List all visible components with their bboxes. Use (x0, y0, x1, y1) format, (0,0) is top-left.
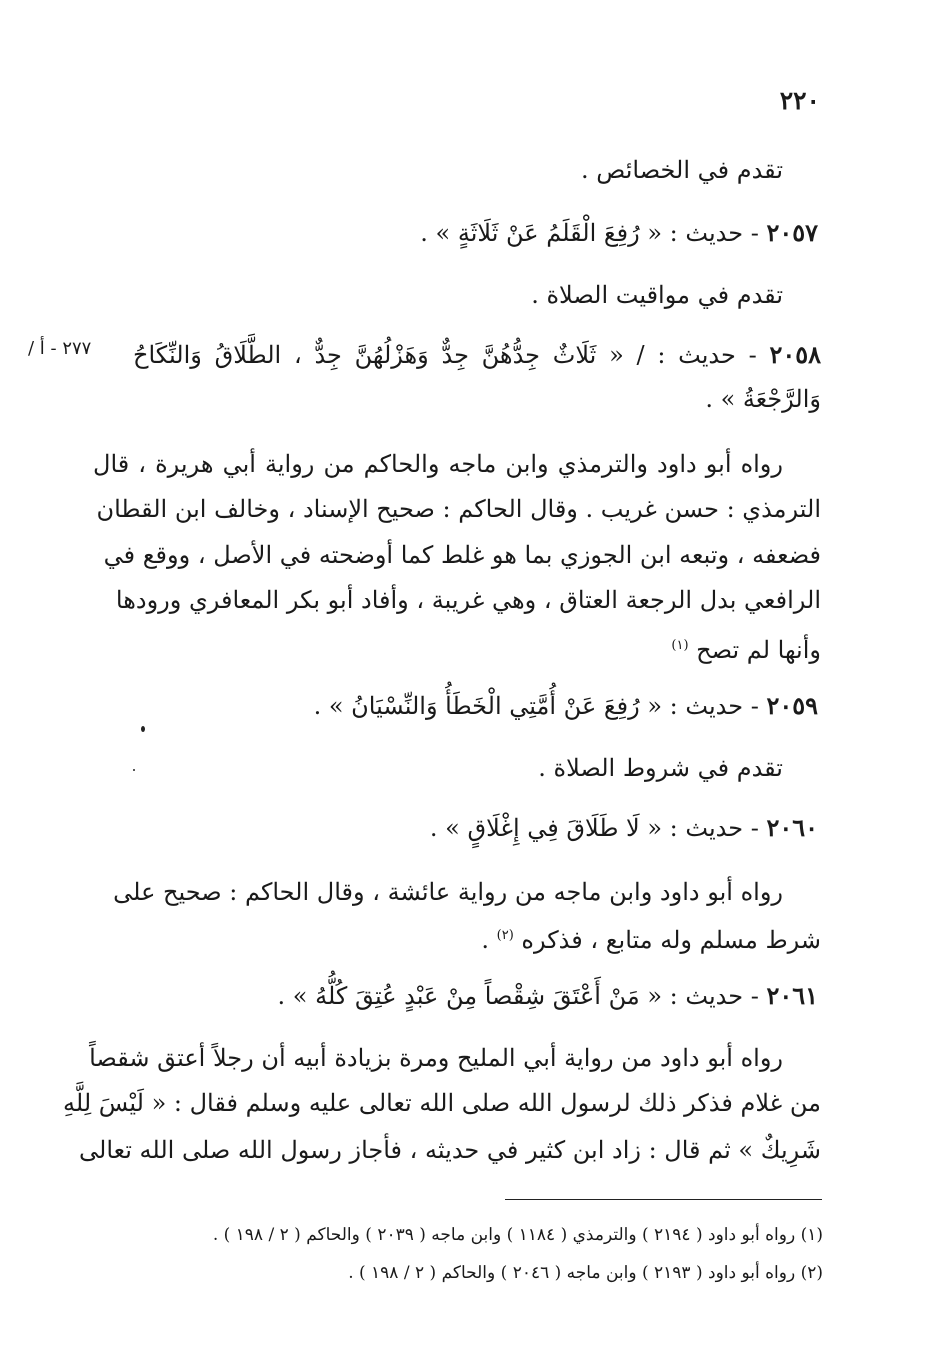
text-line (113, 874, 783, 910)
text-line (705, 381, 821, 417)
text-line (63, 1085, 821, 1121)
hadith-entry (420, 215, 818, 251)
hadith-text: - حديث : « لَا طَلَاقَ فِي إِغْلَاقٍ » . (429, 814, 767, 842)
line-text: وأنها لم تصح (696, 636, 821, 664)
line-text: وَالرَّجْعَةُ » . (705, 385, 821, 413)
line-text: رواه أبو داود من رواية أبي المليح ومرة بزيادة أبيه أن رجلاً أعتق شقصاً (89, 1044, 783, 1072)
hadith-number: ٢٠٥٩ (766, 691, 818, 720)
line-text: شرط مسلم وله متابع ، فذكره (521, 926, 821, 954)
hadith-text: - حديث : « رُفِعَ عَنْ أُمَّتِي الْخَطَأُ وَالنِّسْيَانُ » . (313, 692, 767, 720)
line-text: الترمذي : حسن غريب . وقال الحاكم : صحيح الإسناد ، وخالف ابن القطان (96, 495, 821, 523)
text-line (531, 277, 783, 313)
line-text: من غلام فذكر ذلك لرسول الله صلى الله تعالى عليه وسلم فقال : « لَيْسَ لِلَّهِ (63, 1089, 821, 1117)
hadith-entry (278, 978, 818, 1014)
line-text: تقدم في شروط الصلاة . (538, 754, 783, 782)
line-text: فضعفه ، وتبعه ابن الجوزي بما هو غلط كما أوضحته في الأصل ، ووقع في (103, 541, 821, 569)
footnote-2: (٢) رواه أبو داود ( ٢١٩٣ ) وابن ماجه ( ٢٠٤٦ ) والحاكم ( ٢ / ١٩٨ ) . (348, 1263, 823, 1283)
hadith-text: - حديث : « مَنْ أَعْتَقَ شِقْصاً مِنْ عَبْدٍ عُتِقَ كُلُّهُ » . (277, 982, 767, 1010)
text-line (481, 918, 821, 958)
hadith-text: - حديث : « رُفِعَ الْقَلَمُ عَنْ ثَلَاثَةٍ » . (420, 219, 767, 247)
footnote-ref: (١) (671, 638, 689, 653)
line-text: رواه أبو داود والترمذي وابن ماجه والحاكم من رواية أبي هريرة ، قال (93, 450, 783, 478)
text-line (581, 152, 783, 188)
text-line (89, 1040, 783, 1076)
text-line (103, 537, 821, 573)
text-line (96, 491, 821, 527)
hadith-entry (133, 337, 821, 373)
hadith-number: ٢٠٦١ (766, 981, 818, 1010)
footnote-1: (١) رواه أبو داود ( ٢١٩٤ ) والترمذي ( ١١٨٤ ) وابن ماجه ( ٢٠٣٩ ) والحاكم ( ٢ / ١٩٨ ) . (212, 1225, 823, 1245)
footnote-separator (505, 1199, 822, 1200)
line-text: تقدم في مواقيت الصلاة . (531, 281, 783, 309)
line-text: تقدم في الخصائص . (581, 156, 783, 184)
hadith-number: ٢٠٥٨ (769, 340, 821, 369)
line-text: رواه أبو داود وابن ماجه من رواية عائشة ، وقال الحاكم : صحيح على (113, 878, 783, 906)
text-line (538, 750, 783, 786)
line-text: الرافعي بدل الرجعة العتاق ، وهي غريبة ، وأفاد أبو بكر المعافري ورودها (115, 586, 821, 614)
line-text: . (481, 926, 497, 954)
scan-speck (141, 726, 145, 732)
footnote-ref: (٢) (496, 928, 514, 943)
hadith-entry (314, 688, 818, 724)
text-line (115, 582, 821, 618)
scan-speck (133, 769, 135, 771)
text-line (79, 1132, 821, 1168)
hadith-text: - حديث : / « ثَلَاثٌ جِدُّهُنَّ جِدٌّ وَهَزْلُهُنَّ جِدٌّ ، الطَّلَاقُ وَالنِّكَاحُ (133, 341, 770, 369)
hadith-number: ٢٠٥٧ (766, 218, 818, 247)
margin-manuscript-ref: ٢٧٧ - أ / (28, 338, 92, 359)
hadith-number: ٢٠٦٠ (766, 813, 818, 842)
line-text: شَرِيكٌ » ثم قال : زاد ابن كثير في حديثه ، فأجاز رسول الله صلى الله تعالى (79, 1136, 821, 1164)
text-line (93, 446, 783, 482)
hadith-entry (430, 810, 818, 846)
text-line (671, 628, 821, 668)
page-number: ٢٢٠ (779, 86, 820, 115)
